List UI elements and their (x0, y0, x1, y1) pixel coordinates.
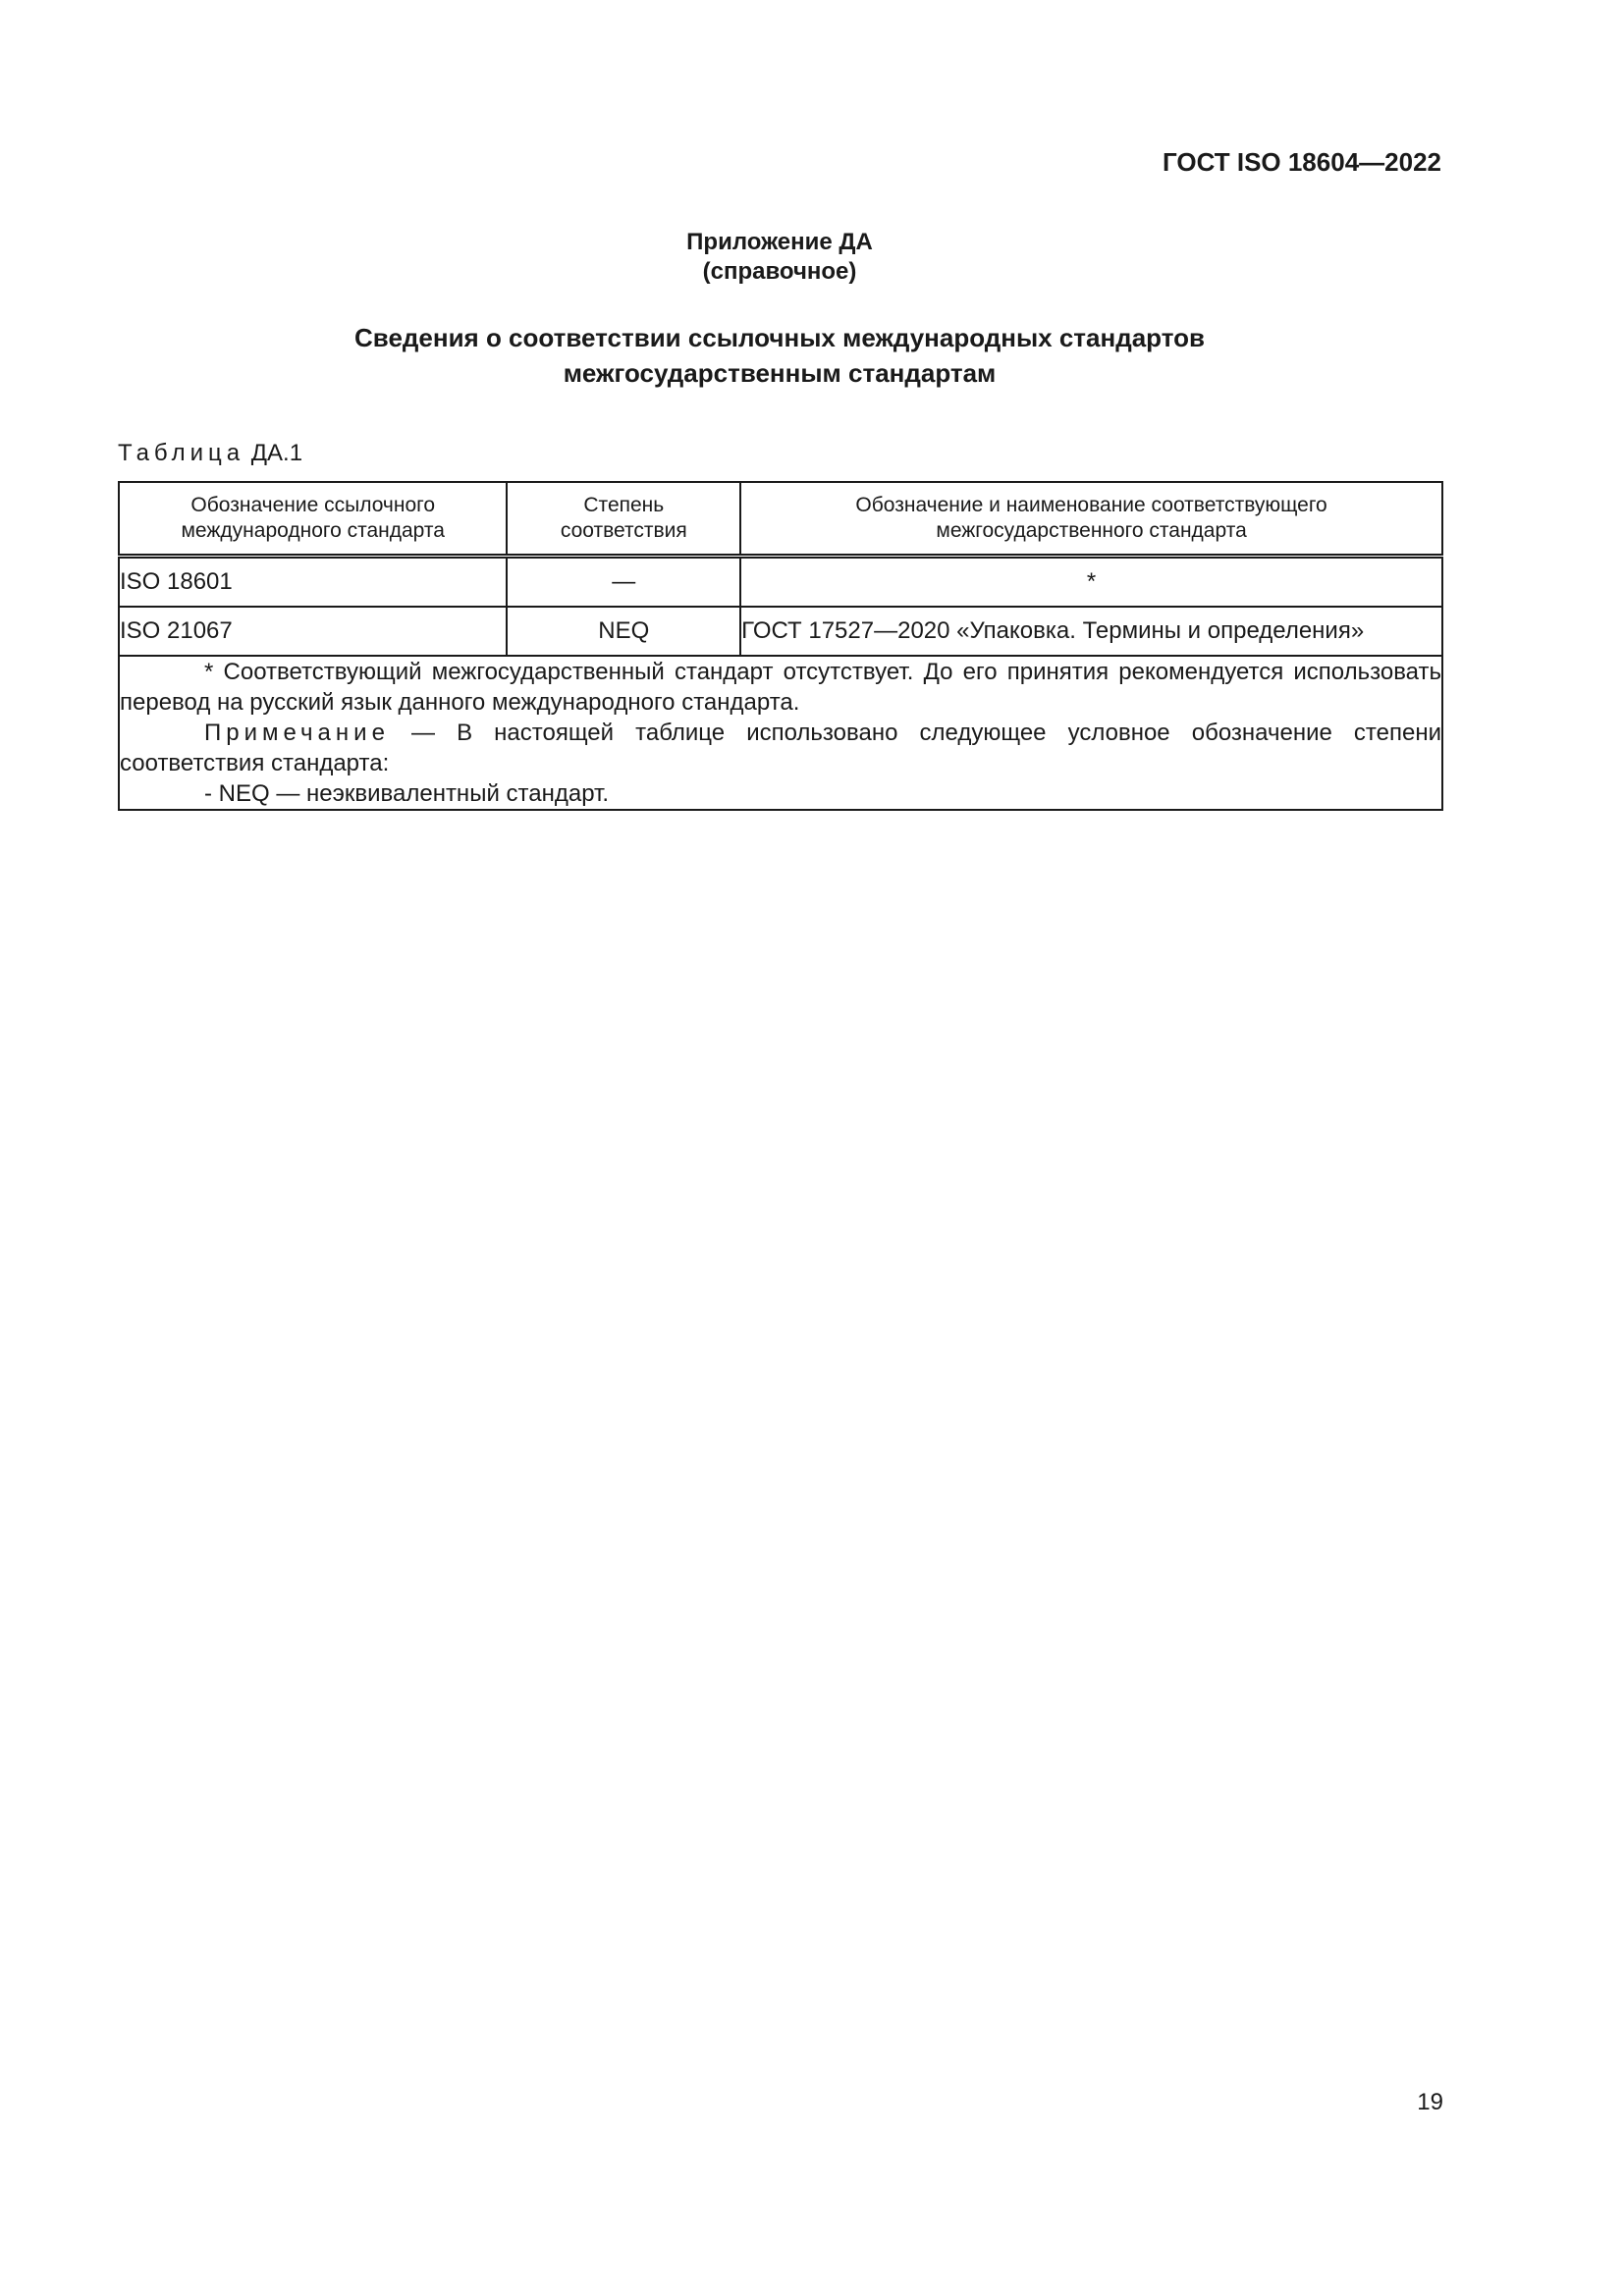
table-header-row (119, 482, 1442, 557)
footnote: * Соответствующий межгосударственный стандарт отсутствует. До его принятия рекомендуется использовать перевод на русский язык данного международного стандарта. (120, 659, 1441, 716)
cell-degree: — (507, 557, 740, 608)
header-national-standard (740, 482, 1442, 557)
correspondence-table (118, 481, 1443, 811)
note-text: — В настоящей таблице использовано следующее условное обозначение степени соответствия стандарта: (120, 720, 1441, 776)
note (120, 718, 1441, 778)
cell-degree: NEQ (507, 607, 740, 656)
table-caption-number: ДА.1 (250, 440, 303, 466)
annex-subtitle: (справочное) (702, 258, 857, 285)
table-row (119, 557, 1442, 608)
header-national-standard-line-2: межгосударственного стандарта (936, 519, 1247, 542)
note-item: - NEQ — неэквивалентный стандарт. (204, 780, 610, 807)
table-notes (119, 656, 1442, 810)
section-title-line-2: межгосударственным стандартам (563, 358, 997, 388)
header-ref-standard (119, 482, 507, 557)
section-title (0, 320, 1559, 391)
cell-ref-standard: ISO 21067 (119, 607, 507, 656)
table-notes-row (119, 656, 1442, 810)
header-ref-standard-line-2: международного стандарта (181, 519, 445, 542)
table-row (119, 607, 1442, 656)
header-ref-standard-line-1: Обозначение ссылочного (190, 494, 436, 516)
table-caption (118, 440, 302, 467)
note-label: Примечание (204, 720, 390, 746)
section-title-line-1: Сведения о соответствии ссылочных международных стандартов (354, 323, 1205, 352)
cell-ref-standard: ISO 18601 (119, 557, 507, 608)
header-national-standard-line-1: Обозначение и наименование соответствующего (855, 494, 1327, 516)
annex-title: Приложение ДА (686, 229, 873, 255)
document-code: ГОСТ ISO 18604—2022 (1162, 147, 1441, 177)
header-degree-line-1: Степень (583, 494, 665, 516)
cell-national-standard: ГОСТ 17527—2020 «Упаковка. Термины и определения» (740, 607, 1442, 656)
page-number: 19 (1417, 2089, 1443, 2115)
header-degree (507, 482, 740, 557)
cell-national-standard: * (740, 557, 1442, 608)
header-degree-line-2: соответствия (560, 519, 687, 542)
table-caption-word: Таблица (118, 440, 245, 466)
